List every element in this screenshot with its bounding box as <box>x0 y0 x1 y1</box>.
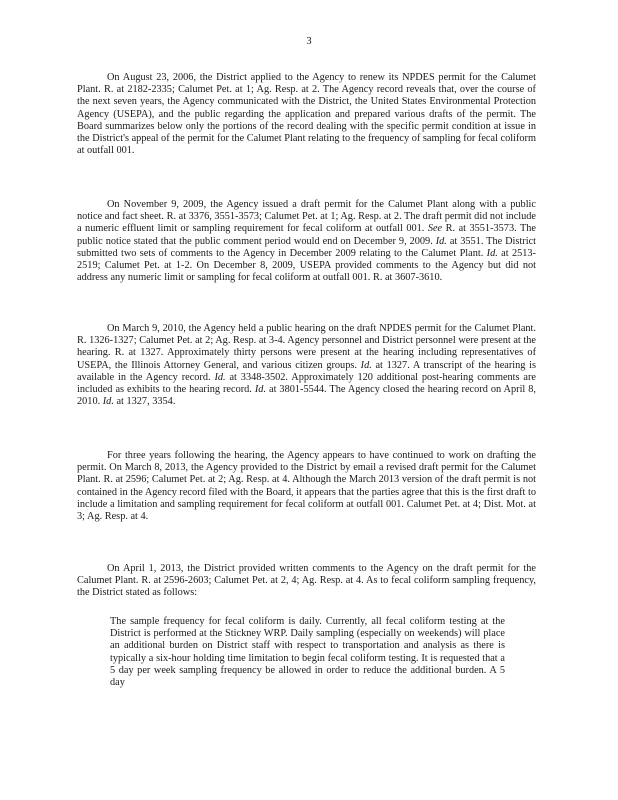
paragraph-text: On March 9, 2010, the Agency held a public hearing on the draft NPDES permit for the Calumet Plant. R. 1326-1327; Calumet Pet. at 2; Ag. Resp. at 3-4. Agency personnel and District personnel were present at the hearing. R. at 1327. Approximately thirty persons were present at the hearing including representatives of USEPA, the Illinois Attorney General, and various citizen groups. Id. at 1327. A transcript of the hearing is available in the Agency record. Id. at 3348-3502. Approximately 120 additional post-hearing comments are included as exhibits to the hearing record. Id. at 3801-5544. The Agency closed the hearing record on April 8, 2010. Id. at 1327, 3354. <box>77 323 537 408</box>
paragraph-district-comments <box>77 563 536 600</box>
paragraph-revised-draft <box>77 450 536 523</box>
paragraph-text: On April 1, 2013, the District provided written comments to the Agency on the draft permit for the Calumet Plant. R. at 2596-2603; Calumet Pet. at 2, 4; Ag. Resp. at 4. As to fecal coliform sampling frequency, the District stated as follows: <box>77 563 536 599</box>
block-quote <box>110 616 505 689</box>
paragraph-text: On August 23, 2006, the District applied to the Agency to renew its NPDES permit for the Calumet Plant. R. at 2182-2335; Calumet Pet. at 1; Ag. Resp. at 2. The Agency record reveals that, over the course of the next seven years, the Agency communicated with the District, the United States Environmental Protection Agency (USEPA), and the public regarding the application and prepared various drafts of the permit. The Board summarizes below only the portions of the record dealing with the specific permit condition at issue in the District's appeal of the permit for the Calumet Plant relating to the frequency of sampling for fecal coliform at outfall 001. <box>77 72 536 157</box>
paragraph-public-hearing <box>77 323 536 408</box>
paragraph-text: On November 9, 2009, the Agency issued a draft permit for the Calumet Plant along with a public notice and fact sheet. R. at 3376, 3551-3573; Calumet Pet. at 1; Ag. Resp. at 2. The draft permit did not include a numeric effluent limit or sampling requirement for fecal coliform at outfall 001. See R. at 3551-3573. The public notice stated that the public comment period would end on December 9, 2009. Id. at 3551. The District submitted two sets of comments to the Agency in December 2009 relating to the Calumet Plant. Id. at 2513-2519; Calumet Pet. at 1-2. On December 8, 2009, USEPA provided comments to the Agency but did not address any numeric limit or sampling for fecal coliform at outfall 001. R. at 3607-3610. <box>77 199 537 284</box>
paragraph-text: For three years following the hearing, the Agency appears to have continued to work on drafting the permit. On March 8, 2013, the Agency provided to the District by email a revised draft permit for the Calumet Plant. R. at 2596; Calumet Pet. at 2; Ag. Resp. at 4. Although the March 2013 version of the draft permit is not contained in the Agency record filed with the Board, it appears that the parties agree that this is the first draft to include a limitation and sampling requirement for fecal coliform at outfall 001. Calumet Pet. at 4; Dist. Mot. at 3; Ag. Resp. at 4. <box>77 450 536 523</box>
page-number: 3 <box>306 36 312 47</box>
quote-text: The sample frequency for fecal coliform is daily. Currently, all fecal coliform testing at the District is performed at the Stickney WRP. Daily sampling (especially on weekends) will place an additional burden on District staff with respect to transportation and analysis as there is typically a six-hour holding time limitation to begin fecal coliform testing. It is requested that a 5 day per week sampling frequency be allowed in order to reduce the additional burden. A 5 day <box>110 616 505 689</box>
paragraph-draft-permit <box>77 199 536 284</box>
paragraph-application <box>77 72 536 157</box>
